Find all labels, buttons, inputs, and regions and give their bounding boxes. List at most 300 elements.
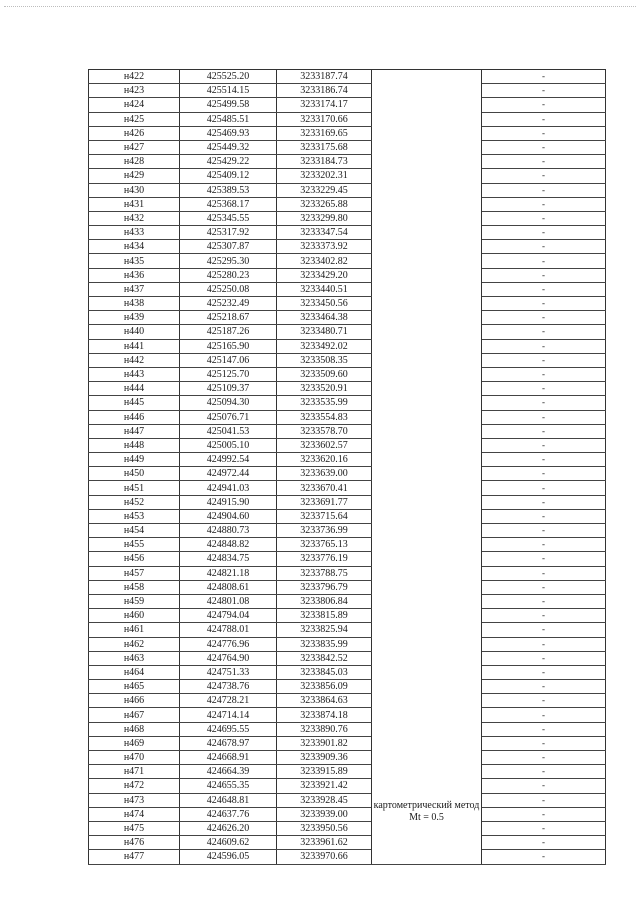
method-cell-empty — [372, 297, 482, 311]
mark-cell: - — [482, 594, 606, 608]
x-coordinate-cell: 425317.92 — [180, 226, 277, 240]
method-cell-empty — [372, 382, 482, 396]
table-row — [89, 126, 606, 140]
mark-cell: - — [482, 410, 606, 424]
mark-cell: - — [482, 282, 606, 296]
mark-cell: - — [482, 339, 606, 353]
x-coordinate-cell: 424668.91 — [180, 751, 277, 765]
y-coordinate-cell: 3233909.36 — [277, 751, 372, 765]
table-row — [89, 722, 606, 736]
point-id-cell: н447 — [89, 424, 180, 438]
table-row — [89, 793, 606, 807]
x-coordinate-cell: 424678.97 — [180, 736, 277, 750]
method-cell-empty — [372, 651, 482, 665]
x-coordinate-cell: 424714.14 — [180, 708, 277, 722]
method-cell-empty — [372, 211, 482, 225]
mark-cell: - — [482, 623, 606, 637]
y-coordinate-cell: 3233187.74 — [277, 70, 372, 84]
y-coordinate-cell: 3233890.76 — [277, 722, 372, 736]
mark-cell: - — [482, 722, 606, 736]
x-coordinate-cell: 425147.06 — [180, 353, 277, 367]
table-row — [89, 197, 606, 211]
table-row — [89, 98, 606, 112]
method-cell-empty — [372, 282, 482, 296]
table-row — [89, 665, 606, 679]
y-coordinate-cell: 3233229.45 — [277, 183, 372, 197]
y-coordinate-cell: 3233950.56 — [277, 821, 372, 835]
mark-cell: - — [482, 609, 606, 623]
table-row — [89, 651, 606, 665]
y-coordinate-cell: 3233450.56 — [277, 297, 372, 311]
x-coordinate-cell: 424794.04 — [180, 609, 277, 623]
point-id-cell: н455 — [89, 538, 180, 552]
table-row — [89, 84, 606, 98]
x-coordinate-cell: 425041.53 — [180, 424, 277, 438]
mark-cell: - — [482, 268, 606, 282]
mark-cell: - — [482, 509, 606, 523]
mark-cell: - — [482, 70, 606, 84]
mark-cell: - — [482, 651, 606, 665]
table-row — [89, 594, 606, 608]
x-coordinate-cell: 425525.20 — [180, 70, 277, 84]
y-coordinate-cell: 3233464.38 — [277, 311, 372, 325]
mark-cell: - — [482, 552, 606, 566]
point-id-cell: н431 — [89, 197, 180, 211]
table-row — [89, 155, 606, 169]
mark-cell: - — [482, 694, 606, 708]
x-coordinate-cell: 424821.18 — [180, 566, 277, 580]
point-id-cell: н468 — [89, 722, 180, 736]
y-coordinate-cell: 3233970.66 — [277, 850, 372, 864]
table-row — [89, 254, 606, 268]
point-id-cell: н470 — [89, 751, 180, 765]
table-row — [89, 807, 606, 821]
table-row — [89, 538, 606, 552]
x-coordinate-cell: 425469.93 — [180, 126, 277, 140]
method-cell-empty — [372, 155, 482, 169]
method-cell-empty — [372, 453, 482, 467]
y-coordinate-cell: 3233691.77 — [277, 495, 372, 509]
mark-cell: - — [482, 424, 606, 438]
table-row — [89, 509, 606, 523]
x-coordinate-cell: 424848.82 — [180, 538, 277, 552]
table-row — [89, 325, 606, 339]
x-coordinate-cell: 425187.26 — [180, 325, 277, 339]
method-cell-empty — [372, 367, 482, 381]
x-coordinate-cell: 424941.03 — [180, 481, 277, 495]
y-coordinate-cell: 3233402.82 — [277, 254, 372, 268]
x-coordinate-cell: 424596.05 — [180, 850, 277, 864]
mark-cell: - — [482, 297, 606, 311]
table-row — [89, 736, 606, 750]
mark-cell: - — [482, 467, 606, 481]
mark-cell: - — [482, 765, 606, 779]
point-id-cell: н454 — [89, 524, 180, 538]
point-id-cell: н452 — [89, 495, 180, 509]
x-coordinate-cell: 424972.44 — [180, 467, 277, 481]
method-cell-empty — [372, 268, 482, 282]
x-coordinate-cell: 425005.10 — [180, 438, 277, 452]
point-id-cell: н459 — [89, 594, 180, 608]
y-coordinate-cell: 3233915.89 — [277, 765, 372, 779]
mark-cell: - — [482, 481, 606, 495]
point-id-cell: н423 — [89, 84, 180, 98]
table-row — [89, 382, 606, 396]
table-row — [89, 623, 606, 637]
y-coordinate-cell: 3233509.60 — [277, 367, 372, 381]
x-coordinate-cell: 425165.90 — [180, 339, 277, 353]
mark-cell: - — [482, 396, 606, 410]
method-cell-empty — [372, 694, 482, 708]
x-coordinate-cell: 424764.90 — [180, 651, 277, 665]
y-coordinate-cell: 3233961.62 — [277, 836, 372, 850]
table-row — [89, 481, 606, 495]
method-cell-empty — [372, 637, 482, 651]
y-coordinate-cell: 3233174.17 — [277, 98, 372, 112]
mark-cell: - — [482, 637, 606, 651]
x-coordinate-cell: 425485.51 — [180, 112, 277, 126]
x-coordinate-cell: 424626.20 — [180, 821, 277, 835]
mark-cell: - — [482, 538, 606, 552]
method-cell-empty — [372, 524, 482, 538]
method-cell-empty — [372, 438, 482, 452]
y-coordinate-cell: 3233186.74 — [277, 84, 372, 98]
point-id-cell: н471 — [89, 765, 180, 779]
coordinates-table — [88, 69, 606, 865]
method-cell-empty — [372, 112, 482, 126]
method-cell-empty — [372, 396, 482, 410]
y-coordinate-cell: 3233736.99 — [277, 524, 372, 538]
method-cell-empty — [372, 226, 482, 240]
mark-cell: - — [482, 453, 606, 467]
table-row — [89, 524, 606, 538]
mark-cell: - — [482, 580, 606, 594]
x-coordinate-cell: 424695.55 — [180, 722, 277, 736]
y-coordinate-cell: 3233901.82 — [277, 736, 372, 750]
table-row — [89, 438, 606, 452]
method-cell-empty — [372, 84, 482, 98]
method-cell-empty — [372, 566, 482, 580]
mark-cell: - — [482, 126, 606, 140]
x-coordinate-cell: 425295.30 — [180, 254, 277, 268]
mark-cell: - — [482, 311, 606, 325]
point-id-cell: н449 — [89, 453, 180, 467]
mark-cell: - — [482, 169, 606, 183]
table-row — [89, 353, 606, 367]
table-row — [89, 580, 606, 594]
mark-cell: - — [482, 524, 606, 538]
method-cell-empty — [372, 538, 482, 552]
mark-cell: - — [482, 98, 606, 112]
y-coordinate-cell: 3233535.99 — [277, 396, 372, 410]
method-cell-empty — [372, 509, 482, 523]
table-row — [89, 268, 606, 282]
point-id-cell: н426 — [89, 126, 180, 140]
x-coordinate-cell: 425429.22 — [180, 155, 277, 169]
table-row — [89, 339, 606, 353]
y-coordinate-cell: 3233874.18 — [277, 708, 372, 722]
method-cell-empty — [372, 495, 482, 509]
method-cell-empty — [372, 467, 482, 481]
mark-cell: - — [482, 495, 606, 509]
y-coordinate-cell: 3233429.20 — [277, 268, 372, 282]
mark-cell: - — [482, 821, 606, 835]
x-coordinate-cell: 425218.67 — [180, 311, 277, 325]
x-coordinate-cell: 424648.81 — [180, 793, 277, 807]
x-coordinate-cell: 424788.01 — [180, 623, 277, 637]
mark-cell: - — [482, 566, 606, 580]
y-coordinate-cell: 3233620.16 — [277, 453, 372, 467]
x-coordinate-cell: 425076.71 — [180, 410, 277, 424]
point-id-cell: н451 — [89, 481, 180, 495]
table-row — [89, 240, 606, 254]
y-coordinate-cell: 3233508.35 — [277, 353, 372, 367]
point-id-cell: н442 — [89, 353, 180, 367]
y-coordinate-cell: 3233928.45 — [277, 793, 372, 807]
point-id-cell: н467 — [89, 708, 180, 722]
x-coordinate-cell: 424834.75 — [180, 552, 277, 566]
point-id-cell: н466 — [89, 694, 180, 708]
point-id-cell: н453 — [89, 509, 180, 523]
point-id-cell: н439 — [89, 311, 180, 325]
y-coordinate-cell: 3233864.63 — [277, 694, 372, 708]
mark-cell: - — [482, 850, 606, 864]
method-note-cell: картометрический метод Mt = 0.5 — [372, 708, 482, 864]
table-row — [89, 821, 606, 835]
table-row — [89, 183, 606, 197]
y-coordinate-cell: 3233480.71 — [277, 325, 372, 339]
point-id-cell: н437 — [89, 282, 180, 296]
y-coordinate-cell: 3233856.09 — [277, 680, 372, 694]
x-coordinate-cell: 424915.90 — [180, 495, 277, 509]
y-coordinate-cell: 3233373.92 — [277, 240, 372, 254]
method-cell-empty — [372, 254, 482, 268]
y-coordinate-cell: 3233796.79 — [277, 580, 372, 594]
method-cell-empty — [372, 594, 482, 608]
method-cell-empty — [372, 126, 482, 140]
table-row — [89, 70, 606, 84]
point-id-cell: н474 — [89, 807, 180, 821]
method-cell-empty — [372, 665, 482, 679]
x-coordinate-cell: 424751.33 — [180, 665, 277, 679]
x-coordinate-cell: 425389.53 — [180, 183, 277, 197]
table-row — [89, 112, 606, 126]
point-id-cell: н464 — [89, 665, 180, 679]
scan-top-edge — [4, 6, 636, 8]
x-coordinate-cell: 424655.35 — [180, 779, 277, 793]
method-cell-empty — [372, 353, 482, 367]
mark-cell: - — [482, 325, 606, 339]
table-row — [89, 566, 606, 580]
y-coordinate-cell: 3233921.42 — [277, 779, 372, 793]
mark-cell: - — [482, 353, 606, 367]
point-id-cell: н461 — [89, 623, 180, 637]
point-id-cell: н469 — [89, 736, 180, 750]
x-coordinate-cell: 425449.32 — [180, 140, 277, 154]
point-id-cell: н440 — [89, 325, 180, 339]
y-coordinate-cell: 3233520.91 — [277, 382, 372, 396]
mark-cell: - — [482, 736, 606, 750]
x-coordinate-cell: 424728.21 — [180, 694, 277, 708]
point-id-cell: н422 — [89, 70, 180, 84]
point-id-cell: н475 — [89, 821, 180, 835]
mark-cell: - — [482, 84, 606, 98]
table-row — [89, 552, 606, 566]
y-coordinate-cell: 3233299.80 — [277, 211, 372, 225]
x-coordinate-cell: 425109.37 — [180, 382, 277, 396]
method-cell-empty — [372, 481, 482, 495]
method-cell-empty — [372, 410, 482, 424]
y-coordinate-cell: 3233169.65 — [277, 126, 372, 140]
y-coordinate-cell: 3233175.68 — [277, 140, 372, 154]
table-row — [89, 140, 606, 154]
table-row — [89, 211, 606, 225]
y-coordinate-cell: 3233492.02 — [277, 339, 372, 353]
point-id-cell: н448 — [89, 438, 180, 452]
mark-cell: - — [482, 680, 606, 694]
point-id-cell: н424 — [89, 98, 180, 112]
point-id-cell: н434 — [89, 240, 180, 254]
mark-cell: - — [482, 226, 606, 240]
table-row — [89, 850, 606, 864]
table-row — [89, 751, 606, 765]
table-row — [89, 282, 606, 296]
mark-cell: - — [482, 254, 606, 268]
mark-cell: - — [482, 140, 606, 154]
x-coordinate-cell: 424776.96 — [180, 637, 277, 651]
y-coordinate-cell: 3233602.57 — [277, 438, 372, 452]
x-coordinate-cell: 424801.08 — [180, 594, 277, 608]
point-id-cell: н458 — [89, 580, 180, 594]
x-coordinate-cell: 424609.62 — [180, 836, 277, 850]
y-coordinate-cell: 3233842.52 — [277, 651, 372, 665]
x-coordinate-cell: 425094.30 — [180, 396, 277, 410]
y-coordinate-cell: 3233440.51 — [277, 282, 372, 296]
mark-cell: - — [482, 836, 606, 850]
x-coordinate-cell: 424992.54 — [180, 453, 277, 467]
method-cell-empty — [372, 183, 482, 197]
mark-cell: - — [482, 382, 606, 396]
method-cell-empty — [372, 197, 482, 211]
point-id-cell: н441 — [89, 339, 180, 353]
x-coordinate-cell: 424880.73 — [180, 524, 277, 538]
y-coordinate-cell: 3233170.66 — [277, 112, 372, 126]
point-id-cell: н428 — [89, 155, 180, 169]
x-coordinate-cell: 425232.49 — [180, 297, 277, 311]
point-id-cell: н445 — [89, 396, 180, 410]
table-row — [89, 708, 606, 722]
x-coordinate-cell: 424738.76 — [180, 680, 277, 694]
point-id-cell: н476 — [89, 836, 180, 850]
x-coordinate-cell: 425409.12 — [180, 169, 277, 183]
mark-cell: - — [482, 708, 606, 722]
table-row — [89, 765, 606, 779]
table-row — [89, 836, 606, 850]
y-coordinate-cell: 3233776.19 — [277, 552, 372, 566]
y-coordinate-cell: 3233835.99 — [277, 637, 372, 651]
table-row — [89, 311, 606, 325]
y-coordinate-cell: 3233806.84 — [277, 594, 372, 608]
table-row — [89, 779, 606, 793]
x-coordinate-cell: 425307.87 — [180, 240, 277, 254]
table-row — [89, 637, 606, 651]
mark-cell: - — [482, 751, 606, 765]
point-id-cell: н463 — [89, 651, 180, 665]
point-id-cell: н472 — [89, 779, 180, 793]
method-cell-empty — [372, 680, 482, 694]
y-coordinate-cell: 3233845.03 — [277, 665, 372, 679]
coordinates-table-body — [89, 70, 606, 865]
point-id-cell: н427 — [89, 140, 180, 154]
point-id-cell: н425 — [89, 112, 180, 126]
point-id-cell: н435 — [89, 254, 180, 268]
point-id-cell: н446 — [89, 410, 180, 424]
method-cell-empty — [372, 552, 482, 566]
point-id-cell: н436 — [89, 268, 180, 282]
method-cell-empty — [372, 169, 482, 183]
y-coordinate-cell: 3233715.64 — [277, 509, 372, 523]
table-row — [89, 169, 606, 183]
table-row — [89, 367, 606, 381]
method-cell-empty — [372, 140, 482, 154]
x-coordinate-cell: 425250.08 — [180, 282, 277, 296]
mark-cell: - — [482, 367, 606, 381]
point-id-cell: н473 — [89, 793, 180, 807]
x-coordinate-cell: 425368.17 — [180, 197, 277, 211]
point-id-cell: н460 — [89, 609, 180, 623]
y-coordinate-cell: 3233788.75 — [277, 566, 372, 580]
y-coordinate-cell: 3233765.13 — [277, 538, 372, 552]
y-coordinate-cell: 3233939.00 — [277, 807, 372, 821]
x-coordinate-cell: 425499.58 — [180, 98, 277, 112]
x-coordinate-cell: 424637.76 — [180, 807, 277, 821]
method-cell-empty — [372, 70, 482, 84]
point-id-cell: н438 — [89, 297, 180, 311]
table-row — [89, 694, 606, 708]
x-coordinate-cell: 425345.55 — [180, 211, 277, 225]
method-cell-empty — [372, 325, 482, 339]
y-coordinate-cell: 3233639.00 — [277, 467, 372, 481]
point-id-cell: н443 — [89, 367, 180, 381]
table-row — [89, 467, 606, 481]
y-coordinate-cell: 3233265.88 — [277, 197, 372, 211]
point-id-cell: н429 — [89, 169, 180, 183]
mark-cell: - — [482, 665, 606, 679]
table-row — [89, 453, 606, 467]
point-id-cell: н432 — [89, 211, 180, 225]
point-id-cell: н430 — [89, 183, 180, 197]
table-row — [89, 495, 606, 509]
mark-cell: - — [482, 211, 606, 225]
y-coordinate-cell: 3233825.94 — [277, 623, 372, 637]
point-id-cell: н444 — [89, 382, 180, 396]
mark-cell: - — [482, 793, 606, 807]
y-coordinate-cell: 3233670.41 — [277, 481, 372, 495]
table-row — [89, 226, 606, 240]
table-row — [89, 410, 606, 424]
mark-cell: - — [482, 183, 606, 197]
y-coordinate-cell: 3233554.83 — [277, 410, 372, 424]
x-coordinate-cell: 424664.39 — [180, 765, 277, 779]
point-id-cell: н462 — [89, 637, 180, 651]
x-coordinate-cell: 425125.70 — [180, 367, 277, 381]
method-cell-empty — [372, 609, 482, 623]
x-coordinate-cell: 425514.15 — [180, 84, 277, 98]
mark-cell: - — [482, 438, 606, 452]
table-row — [89, 680, 606, 694]
x-coordinate-cell: 424904.60 — [180, 509, 277, 523]
method-cell-empty — [372, 311, 482, 325]
